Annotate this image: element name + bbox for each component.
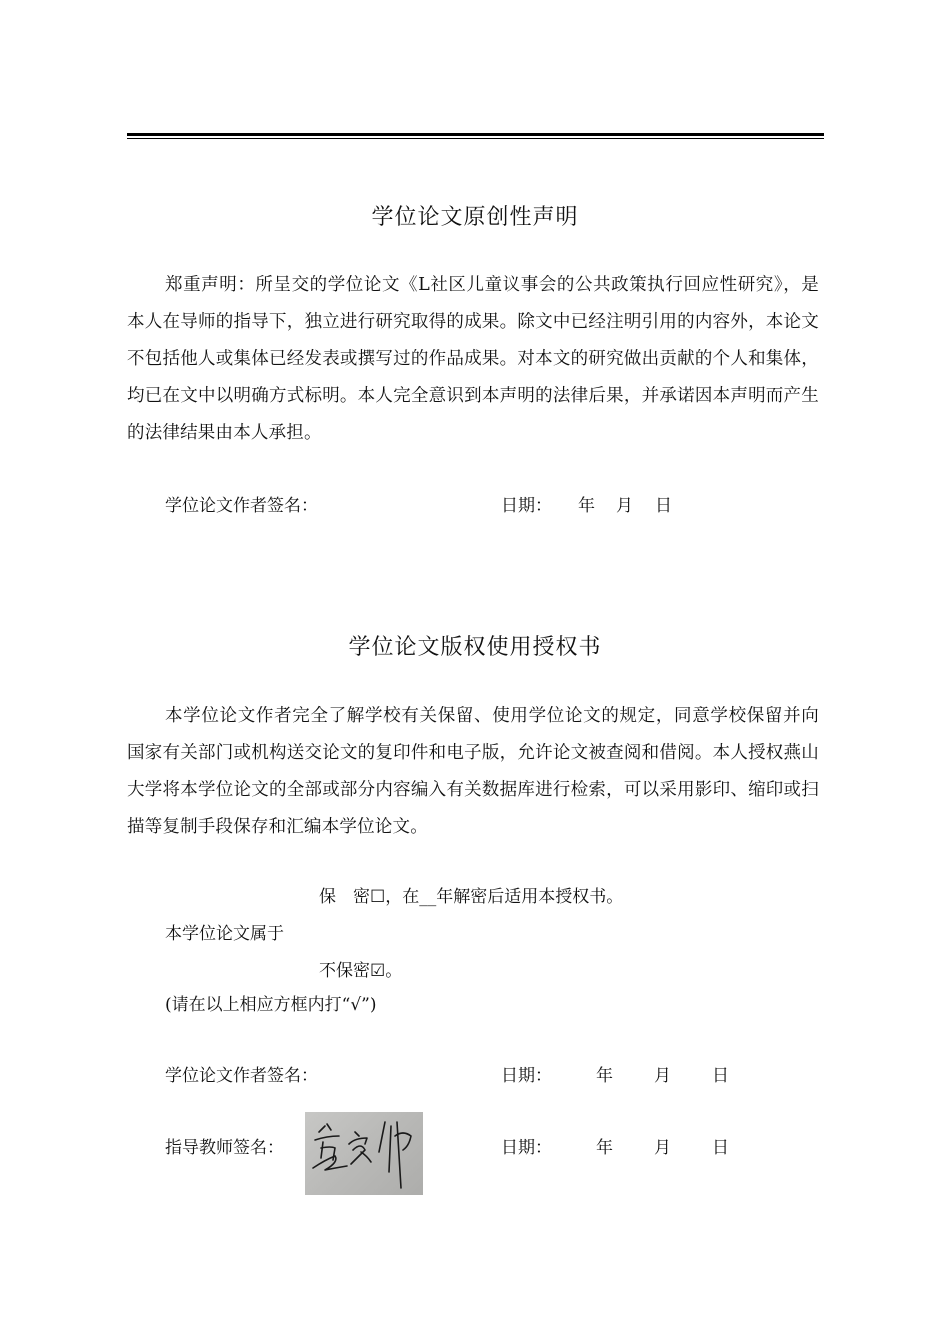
checkbox-instruction: (请在以上相应方框内打“√”)	[165, 995, 377, 1015]
declaration-month-label: 月	[616, 496, 633, 516]
authorization-author-day-label: 日	[712, 1066, 729, 1086]
confidential-option[interactable]: 保 密☐，在__年解密后适用本授权书。	[319, 887, 624, 907]
declaration-title: 学位论文原创性声明	[371, 205, 579, 230]
declaration-year-label: 年	[578, 496, 595, 516]
authorization-author-year-label: 年	[596, 1066, 613, 1086]
declaration-author-signature-label: 学位论文作者签名：	[165, 496, 318, 516]
advisor-signature-image	[305, 1112, 423, 1195]
nonconfidential-option[interactable]: 不保密☑。	[319, 961, 403, 981]
handwritten-signature-icon	[305, 1112, 423, 1195]
declaration-date-label: 日期：	[501, 496, 552, 516]
advisor-day-label: 日	[712, 1138, 729, 1158]
authorization-author-signature-label: 学位论文作者签名：	[165, 1066, 318, 1086]
advisor-month-label: 月	[654, 1138, 671, 1158]
authorization-author-month-label: 月	[654, 1066, 671, 1086]
header-rule-thick	[127, 133, 824, 136]
advisor-year-label: 年	[596, 1138, 613, 1158]
authorization-author-date-label: 日期：	[501, 1066, 552, 1086]
declaration-paragraph: 郑重声明：所呈交的学位论文《L社区儿童议事会的公共政策执行回应性研究》，是本人在导师的指导下，独立进行研究取得的成果。除文中已经注明引用的内容外，本论文不包括他人或集体已经发表或撰写过的作品成果。对本文的研究做出贡献的个人和集体，均已在文中以明确方式标明。本人完全意识到本声明的法律后果，并承诺因本声明而产生的法律结果由本人承担。	[127, 275, 819, 443]
advisor-date-label: 日期：	[501, 1138, 552, 1158]
belongs-label: 本学位论文属于	[165, 924, 284, 944]
authorization-paragraph: 本学位论文作者完全了解学校有关保留、使用学位论文的规定，同意学校保留并向国家有关部门或机构送交论文的复印件和电子版，允许论文被查阅和借阅。本人授权燕山大学将本学位论文的全部或部分内容编入有关数据库进行检索，可以采用影印、缩印或扫描等复制手段保存和汇编本学位论文。	[127, 706, 819, 837]
declaration-day-label: 日	[655, 496, 672, 516]
advisor-signature-label: 指导教师签名：	[165, 1138, 284, 1158]
authorization-title: 学位论文版权使用授权书	[348, 635, 602, 660]
header-rule-thin	[127, 138, 824, 139]
